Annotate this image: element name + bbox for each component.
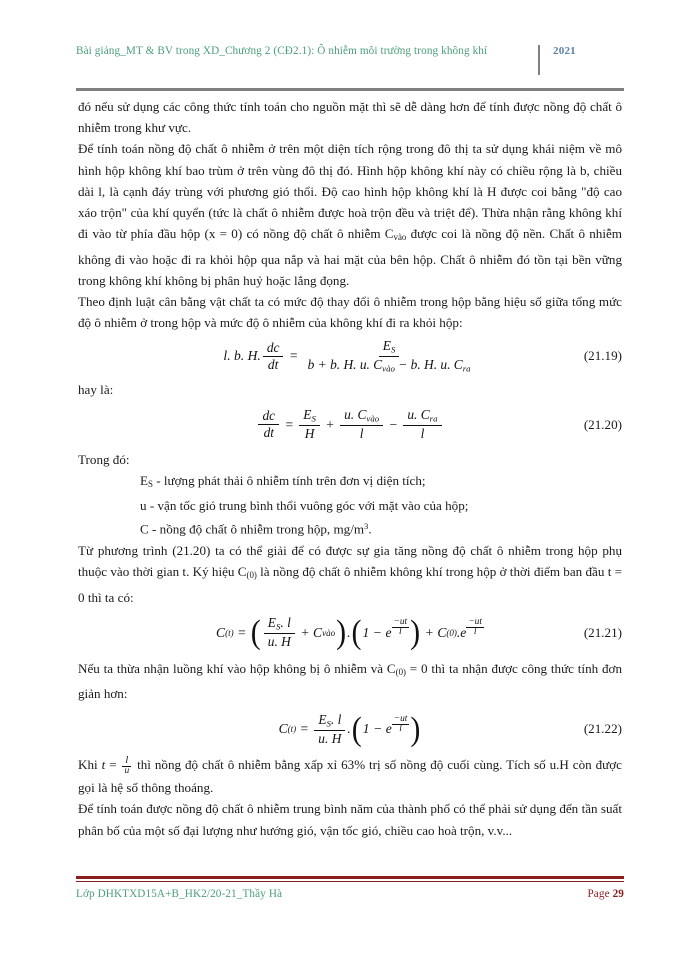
eq1-es: E [382, 338, 391, 354]
equation-21-22-number: (21.22) [583, 721, 622, 737]
eq2-fraction-esh [299, 408, 320, 441]
eq3-exponent-2 [466, 618, 484, 638]
equation-21-20-number: (21.20) [583, 416, 622, 432]
eq3-minus: − [372, 624, 382, 640]
eq2-f3-den: l [359, 426, 364, 441]
eq3-close-paren-1: ) [336, 614, 347, 652]
eq3-open-paren-1: ( [250, 614, 261, 652]
paragraph-8-t-var: t [101, 757, 106, 773]
eq4-frac-den: u. H [318, 730, 342, 746]
equation-21-19 [78, 333, 622, 379]
footer-page-label: Page [587, 888, 613, 900]
document-content [78, 96, 622, 841]
eq3-plus: + [300, 624, 310, 640]
definition-c-superscript: 3 [364, 521, 369, 532]
eq3-dot-2: . [456, 624, 461, 640]
definition-es-text: - lượng phát thải ô nhiễm tính trên đơn vị diện tích; [152, 472, 426, 488]
eq3-lhs-sub: (t) [225, 627, 234, 638]
paragraph-2-part-a: Để tính toán nồng độ chất ô nhiễm ở trên một diện tích rộng trong đô thị ta sử dụng khái niệm về mô hình hộp không khí bao trùm ở trên vùng đô thị đó. Hình hộp không khí này có chiều rộng là b, chiều dài l, là cạnh đáy trùng với phương gió thổi. Độ cao hình hộp không khí là H được coi bằng "độ cao xáo trộn" của khí quyển (tức là chất ô nhiễm được hoà trộn đều và triệt để). Thừa nhận rằng không khí đi vào từ phía đầu hộp (x = 0) có nồng độ chất ô nhiễm C [78, 141, 622, 242]
eq3-frac-den: u. H [267, 634, 291, 650]
paragraph-9: Để tính toán được nồng độ chất ô nhiễm trung bình năm của thành phố có thể phải sử dụng đến tần suất phân bố của một số đại lượng như hướng gió, vận tốc gió, chiều cao hoà trộn, v.v... [78, 801, 622, 838]
equation-21-21 [78, 608, 622, 658]
paragraph-7-part-a: Nếu ta thừa nhận luồng khí vào hộp không bị ô nhiễm và C [78, 660, 396, 676]
eq4-fraction-esl-uh [314, 713, 345, 746]
paragraph-2 [78, 138, 622, 291]
eq2-f4-den: l [420, 426, 425, 441]
eq4-close-paren: ) [410, 710, 421, 748]
eq4-one: 1 [362, 721, 370, 737]
eq2-equals: = [284, 416, 294, 432]
definition-es [140, 470, 622, 495]
eq4-exp-den: l [399, 723, 402, 734]
eq2-fraction-ucra [403, 408, 441, 441]
footer-page-number: 29 [612, 888, 624, 900]
eq4-frac-num [314, 713, 345, 731]
eq2-es: E [303, 407, 312, 423]
equation-21-22 [78, 704, 622, 754]
eq1-lhs-fraction [263, 341, 284, 372]
eq3-cvao: C [313, 624, 323, 640]
eq2-minus: − [388, 416, 398, 432]
eq3-cvao-sub: vào [322, 627, 336, 638]
eq3-e: e [385, 624, 392, 640]
eq2-ucvao: u. C [344, 407, 367, 423]
eq2-fraction-ucvao [340, 408, 383, 441]
eq3-open-paren-2: ( [351, 614, 362, 652]
page-header [76, 44, 624, 86]
eq3-frac-num [264, 616, 295, 634]
eq4-minus: − [373, 721, 383, 737]
eq4-open-paren: ( [351, 710, 362, 748]
eq3-es: E [267, 615, 276, 631]
eq1-rhs-fraction [304, 339, 475, 374]
eq1-den-sub2: ra [462, 363, 471, 374]
eq3-fraction-esl-uh [264, 616, 295, 649]
eq2-cra-sub: ra [429, 413, 438, 424]
header-year: 2021 [553, 45, 576, 57]
eq1-lhs: l. b. H. [223, 348, 261, 364]
definition-c [140, 516, 622, 540]
page-footer [76, 888, 624, 906]
eq4-exp-num: −ut [393, 713, 408, 724]
eq3-c0-sub: (0) [446, 627, 457, 638]
paragraph-6-part-b: là nồng độ chất ô nhiễm không khí trong hộp ở thời điểm ban đầu t = 0 thì ta có: [78, 564, 622, 605]
c-vao-subscript: vào [393, 232, 407, 243]
paragraph-8-part-b: thì nồng độ chất ô nhiễm bằng xấp xỉ 63% trị số nồng độ cuối cùng. Tích số u.H còn được gọi là hệ số thông thoáng. [78, 757, 622, 796]
eq1-es-sub: S [390, 344, 396, 355]
paragraph-8-frac-num: l [122, 755, 131, 767]
paragraph-7 [78, 658, 622, 705]
eq1-equals: = [288, 348, 299, 364]
header-rule [76, 88, 624, 91]
definition-es-symbol: E [140, 472, 148, 488]
eq3-c0: C [437, 624, 447, 640]
footer-page-indicator [587, 888, 624, 900]
eq3-lhs-c: C [216, 624, 226, 640]
eq2-f1-num: dc [258, 409, 279, 425]
eq1-rhs-numerator [379, 339, 400, 357]
eq3-equals: = [237, 624, 247, 640]
paragraph-5: Trong đó: [78, 451, 130, 467]
eq1-den-part1: b + b. H. u. C [307, 356, 383, 372]
eq2-f3-num [340, 408, 383, 426]
eq2-f2-den: H [304, 426, 315, 441]
eq1-rhs-denominator [304, 357, 475, 374]
paragraph-8-frac-den: u [124, 765, 130, 776]
eq2-plus: + [325, 416, 335, 432]
eq3-one: 1 [362, 624, 370, 640]
eq4-lhs-sub: (t) [287, 724, 297, 735]
equation-21-20 [78, 401, 622, 449]
header-divider [538, 45, 540, 75]
eq1-den-part2: − b. H. u. C [394, 356, 463, 372]
equation-21-19-number: (21.19) [583, 348, 622, 364]
eq3-l: . l [280, 615, 291, 631]
definition-u: u - vận tốc gió trung bình thổi vuông góc với mặt vào của hộp; [140, 498, 469, 514]
paragraph-8 [78, 754, 622, 798]
eq3-exp-den: l [399, 627, 402, 638]
eq2-fraction-dcdt [258, 409, 279, 440]
eq3-exp2-den: l [473, 627, 477, 638]
paragraph-8-part-a: Khi [78, 757, 102, 773]
eq3-plus-2: + [424, 624, 434, 640]
c-zero-subscript-1: (0) [246, 570, 257, 581]
paragraph-8-equals: = [105, 757, 121, 773]
eq2-ucra: u. C [407, 407, 430, 423]
symbol-definition-list [78, 470, 622, 540]
eq2-f2-num [299, 408, 320, 426]
definition-c-period: . [368, 521, 372, 537]
eq2-es-sub: S [311, 413, 316, 424]
eq4-lhs-c: C [278, 721, 288, 737]
paragraph-3: Theo định luật cân bằng vật chất ta có mức độ thay đổi ô nhiễm trong hộp bằng hiệu số giữa tổng mức độ ô nhiễm ở trong hộp và mức độ ô nhiễm của không khí đi ra khỏi hộp: [78, 294, 622, 331]
paragraph-6-part-a: Từ phương trình (21.20) ta có thể giải để có được sự gia tăng nồng độ chất ô nhiễm trong hộp phụ thuộc vào thời gian t. Ký hiệu C [78, 543, 622, 580]
paragraph-4: hay là: [78, 382, 114, 398]
definition-c-text: C - nồng độ chất ô nhiễm trong hộp, mg/m [140, 521, 365, 537]
paragraph-8-fraction-l-u [121, 755, 132, 777]
eq4-es-sub: S [326, 718, 331, 729]
eq3-e2: e [460, 624, 467, 640]
equation-21-21-number: (21.21) [583, 624, 622, 640]
eq3-close-paren-2: ) [410, 614, 421, 652]
definition-es-subscript: S [148, 479, 153, 490]
paragraph-7-part-b: = 0 thì ta nhận được công thức tính đơn giản hơn: [78, 660, 622, 702]
eq4-exponent [392, 715, 410, 735]
eq3-exp-num: −ut [393, 616, 408, 627]
eq4-equals: = [299, 721, 309, 737]
eq4-l: . l [330, 712, 342, 728]
footer-class-label: Lớp DHKTXD15A+B_HK2/20-21_Thầy Hà [76, 888, 283, 900]
eq3-exponent [392, 618, 410, 638]
header-title: Bài giảng_MT & BV trong XD_Chương 2 (CĐ2.1): Ô nhiễm môi trường trong không khí [76, 45, 488, 57]
eq2-f1-den: dt [263, 425, 274, 441]
eq3-dot-1: . [347, 624, 351, 640]
eq3-exp2-num: −ut [468, 616, 482, 627]
eq1-lhs-numerator: dc [263, 341, 284, 357]
eq4-es: E [318, 712, 327, 728]
eq3-es-sub: S [275, 621, 281, 632]
footer-rule-bottom [76, 881, 624, 882]
eq4-e: e [385, 721, 392, 737]
paragraph-6 [78, 540, 622, 608]
paragraph-2-part-b: được coi là nồng độ nền. Chất ô nhiễm không đi vào hoặc đi ra khỏi hộp qua nắp và hai mặt của bên hộp. Chất ô nhiễm đó tồn tại bền vững trong không khí không bị phân huỷ hoặc lắng đọng. [78, 226, 622, 288]
eq2-f4-num [403, 408, 441, 426]
c-zero-subscript-2: (0) [395, 667, 406, 678]
eq4-dot: . [347, 721, 351, 737]
eq2-cvao-sub: vào [366, 413, 380, 424]
eq1-den-sub1: vào [382, 363, 395, 374]
paragraph-1: đó nếu sử dụng các công thức tính toán cho nguồn mặt thì sẽ dễ dàng hơn để tính được nồng độ chất ô nhiễm trong khư vực. [78, 99, 622, 136]
eq1-lhs-denominator: dt [267, 356, 279, 372]
footer-rule-top [76, 876, 624, 879]
